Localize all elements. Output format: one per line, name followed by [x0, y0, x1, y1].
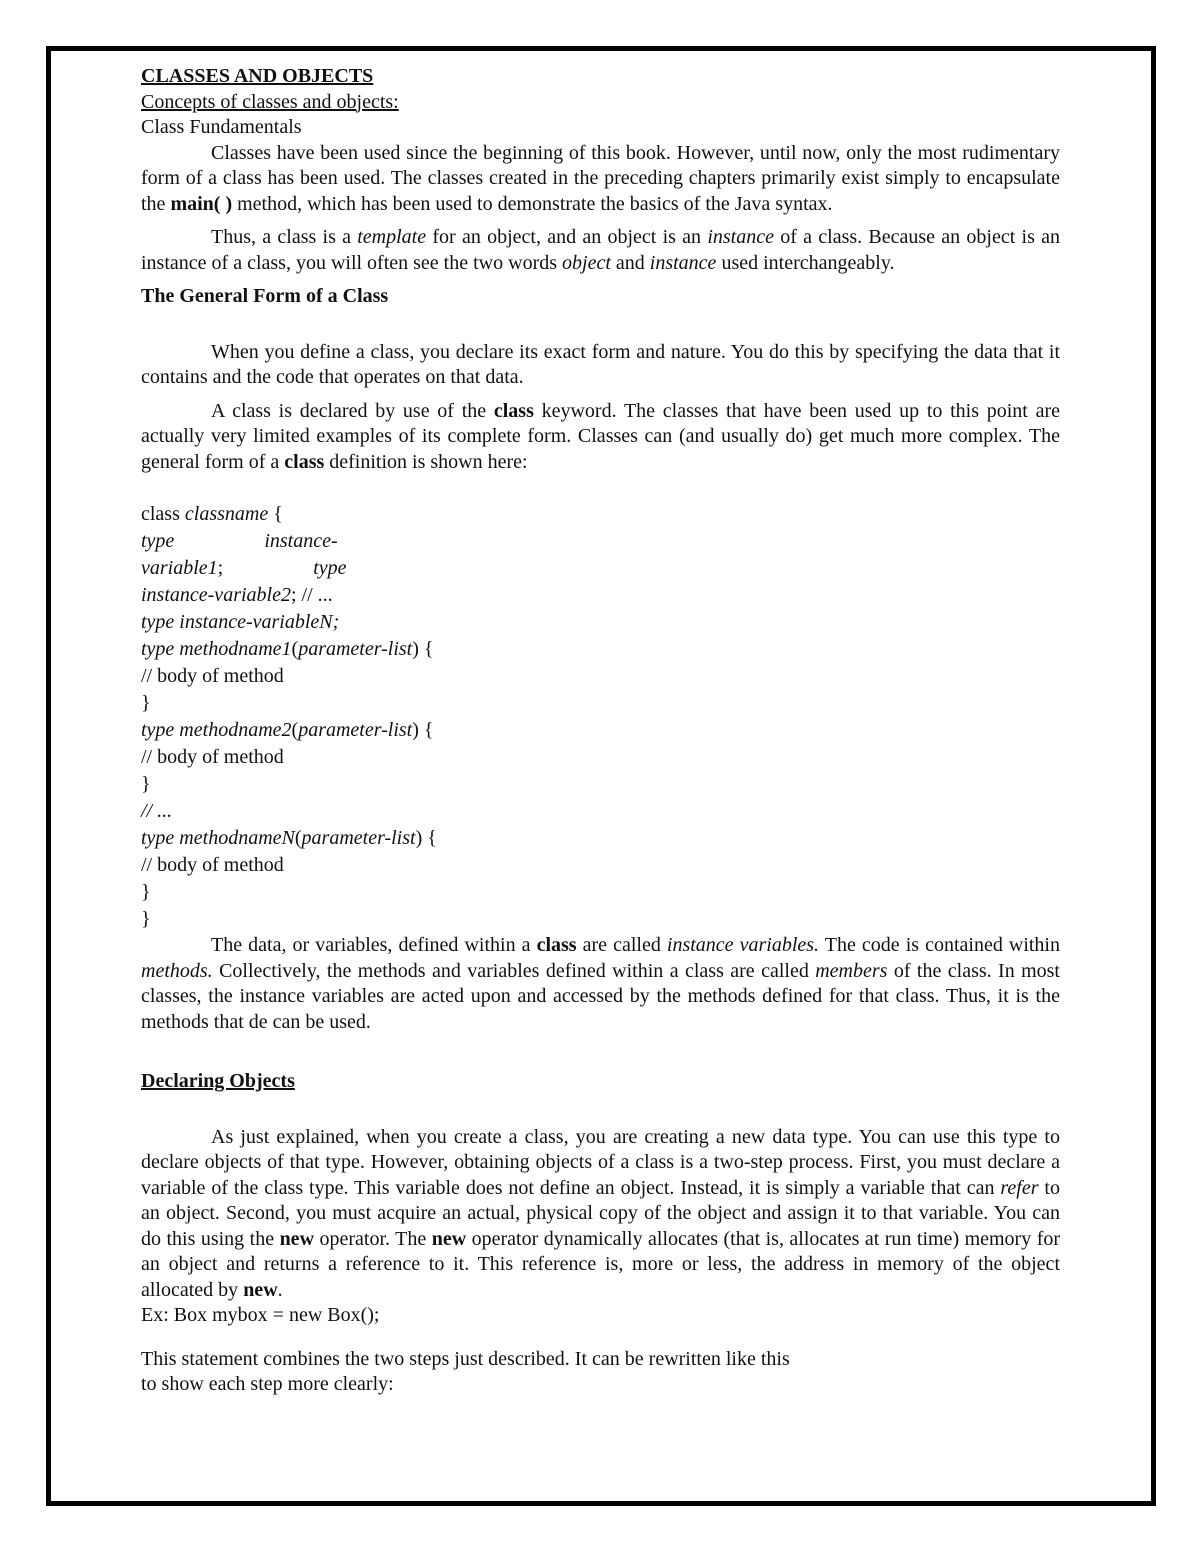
text: Collectively, the methods and variables defined within a class are called: [212, 959, 816, 982]
text: definition is shown here:: [324, 450, 528, 473]
code-line: // ...: [141, 800, 173, 822]
document-body: [141, 64, 1060, 1398]
text: As just explained, when you create a class, you are creating a new data type. You can use this type to declare objects of that type. However, obtaining objects of a class is a two-step process. First, you must declare a variable of the class type. This variable does not define an object. Instead, it is simply a variable that can: [141, 1125, 1060, 1199]
code-line: }: [141, 881, 151, 903]
declaring-objects-heading: Declaring Objects: [141, 1070, 295, 1092]
code-line: type instance-variableN;: [141, 611, 340, 633]
emphasis: instance: [707, 226, 774, 248]
text: The code is contained within: [819, 934, 1060, 956]
code-line: }: [141, 908, 151, 930]
text: of the class. In most classes, the instance variables are acted upon and accessed by the methods defined for that class. Thus, it is the methods that de can be used.: [141, 959, 1060, 1033]
code-line: // body of method: [141, 746, 284, 768]
text: used interchangeably.: [716, 251, 895, 274]
statement-line-2: to show each step more clearly:: [141, 1373, 394, 1395]
text: keyword. The classes that have been used up to this point are actually very limited examples of its complete form. Classes can (and usually do) get much more complex. The general form of a: [141, 399, 1061, 473]
text: and: [610, 251, 650, 274]
example-code: Ex: Box mybox = new Box();: [141, 1304, 380, 1326]
code-line: }: [141, 692, 151, 714]
paragraph-define-class: When you define a class, you declare its exact form and nature. You do this by specifying the data that it contains and the code that operates on that data.: [141, 340, 1060, 388]
text: .: [277, 1278, 283, 1301]
emphasis: methods.: [141, 959, 213, 982]
code-line: }: [141, 773, 151, 795]
paragraph-intro: [141, 141, 1060, 218]
code-line: // body of method: [141, 854, 284, 876]
code-line: // body of method: [141, 665, 284, 687]
emphasis: refer: [1000, 1176, 1039, 1199]
code-term-main: main( ): [170, 192, 233, 215]
paragraph-template: [141, 225, 1060, 276]
emphasis: template: [357, 226, 427, 248]
text: Thus, a class is a: [211, 226, 358, 248]
code-line: type methodname1(parameter-list) {: [141, 638, 434, 660]
emphasis: members: [815, 959, 888, 982]
class-fundamentals-heading: Class Fundamentals: [141, 116, 302, 138]
keyword: new: [431, 1227, 467, 1250]
emphasis: instance: [649, 251, 717, 274]
keyword: new: [279, 1227, 315, 1250]
text: for an object, and an object is an: [426, 226, 708, 248]
page-title: CLASSES AND OBJECTS: [141, 65, 374, 87]
general-form-heading: The General Form of a Class: [141, 285, 389, 307]
paragraph-instance-variables: [141, 933, 1060, 1035]
text: The data, or variables, defined within a: [211, 934, 537, 956]
text: operator dynamically allocates (that is, allocates at run time) memory for an object and returns a reference to it. This reference is, more or less, the address in memory of the object allocated by: [141, 1227, 1061, 1301]
text: method, which has been used to demonstrate the basics of the Java syntax.: [232, 192, 833, 215]
code-line: variable1; type: [141, 557, 347, 579]
keyword: class: [284, 450, 325, 473]
class-general-form-code: [141, 501, 1060, 933]
concepts-heading: Concepts of classes and objects:: [141, 90, 399, 113]
paragraph-declaring-objects: [141, 1125, 1060, 1304]
keyword: class: [536, 934, 577, 956]
code-line: type methodname2(parameter-list) {: [141, 719, 434, 741]
code-line: type methodnameN(parameter-list) {: [141, 827, 437, 849]
code-line: instance-variable2; // ...: [141, 584, 333, 606]
text: are called: [576, 934, 667, 956]
text: to an object. Second, you must acquire an actual, physical copy of the object and assign it to that variable. You can do this using the: [141, 1176, 1060, 1250]
code-line: class classname {: [141, 503, 283, 525]
paragraph-class-keyword: [141, 399, 1060, 476]
text: A class is declared by use of the: [211, 399, 494, 422]
emphasis: instance variables.: [666, 934, 820, 956]
code-line: type instance-: [141, 530, 338, 552]
text: operator. The: [314, 1227, 432, 1250]
keyword: class: [493, 399, 534, 422]
text: of a class. Because an object is an instance of a class, you will often see the two words: [141, 226, 1060, 274]
statement-line-1: This statement combines the two steps just described. It can be rewritten like this: [141, 1347, 790, 1370]
text: Classes have been used since the beginning of this book. However, until now, only the most rudimentary form of a class has been used. The classes created in the preceding chapters primarily exist simply to encapsulate the: [141, 141, 1060, 215]
emphasis: object: [562, 251, 611, 274]
keyword: new: [243, 1278, 278, 1301]
